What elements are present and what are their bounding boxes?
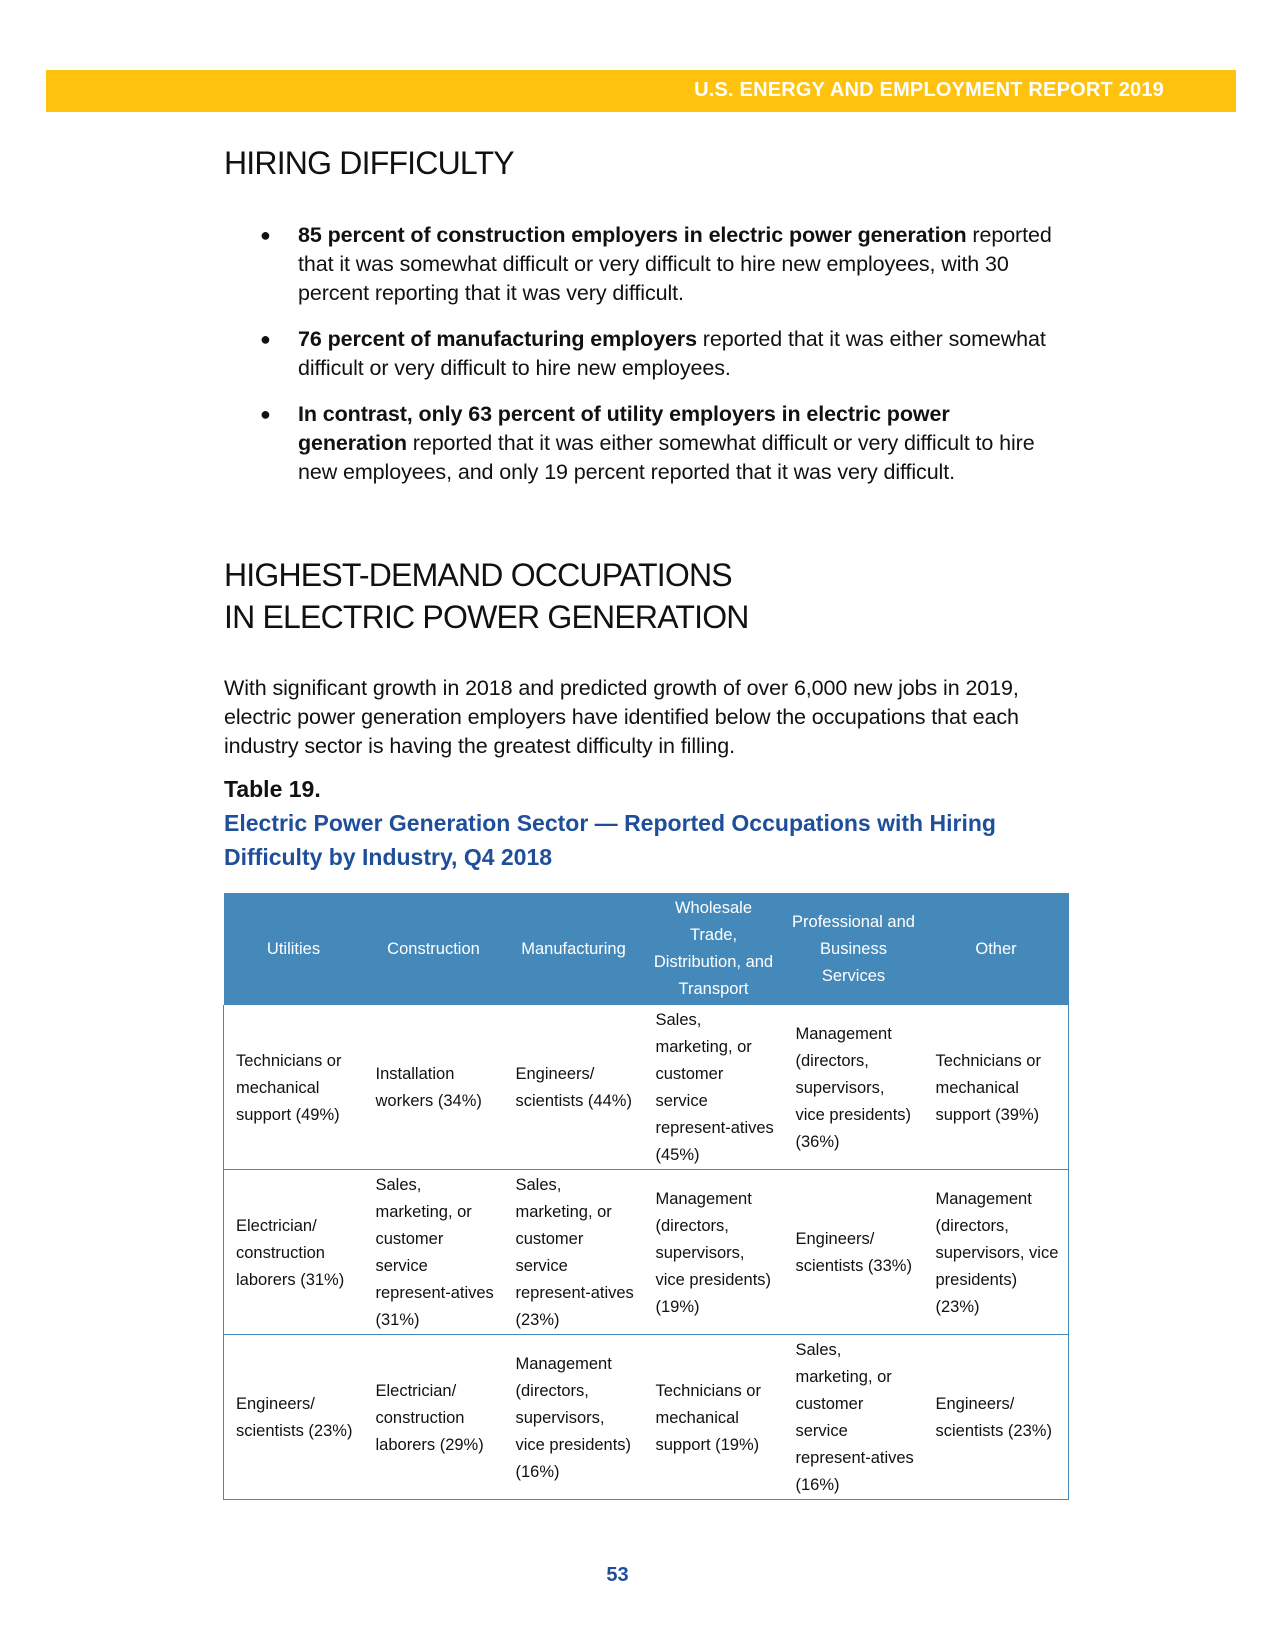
table-cell: Technicians or mechanical support (39%) (924, 1005, 1069, 1170)
bullet-icon: ● (260, 225, 271, 245)
column-header-utilities: Utilities (224, 893, 364, 1005)
table-cell: Technicians or mechanical support (49%) (224, 1005, 364, 1170)
hiring-difficulty-list (258, 221, 1058, 504)
table-cell: Electrician/ construction laborers (29%) (364, 1335, 504, 1500)
report-title: U.S. ENERGY AND EMPLOYMENT REPORT 2019 (694, 79, 1164, 101)
table-row (224, 1005, 1069, 1170)
bullet-text: reported that it was either somewhat difficult or very difficult to hire new employees, and only 19 percent reported that it was very difficult. (298, 431, 1035, 484)
bullet-icon: ● (260, 329, 271, 349)
table-cell: Electrician/ construction laborers (31%) (224, 1170, 364, 1335)
heading-line-2: IN ELECTRIC POWER GENERATION (224, 599, 749, 635)
bullet-bold-text: 76 percent of manufacturing employers (298, 327, 697, 351)
bullet-bold-text: 85 percent of construction employers in electric power generation (298, 223, 967, 247)
table-cell: Sales, marketing, or customer service represent-atives (45%) (644, 1005, 784, 1170)
table-row (224, 1335, 1069, 1500)
bullet-text: reported that it was somewhat difficult or very difficult to hire new employees, with 30 percent reporting that it was very difficult. (298, 223, 1052, 305)
list-item (258, 400, 1058, 487)
table-cell: Management (directors, supervisors, vice presidents) (36%) (784, 1005, 924, 1170)
table-cell: Sales, marketing, or customer service represent-atives (23%) (504, 1170, 644, 1335)
table-cell: Management (directors, supervisors, vice presidents) (19%) (644, 1170, 784, 1335)
table-cell: Sales, marketing, or customer service represent-atives (31%) (364, 1170, 504, 1335)
section-heading-hiring-difficulty: HIRING DIFFICULTY (224, 145, 514, 181)
column-header-wholesale: Wholesale Trade, Distribution, and Transport (644, 893, 784, 1005)
table-cell: Sales, marketing, or customer service represent-atives (16%) (784, 1335, 924, 1500)
page-number: 53 (606, 1564, 629, 1586)
table-header-row (224, 893, 1069, 1005)
list-item (258, 221, 1058, 308)
bullet-bold-text: In contrast, only 63 percent of utility employers in electric power generation (298, 402, 950, 455)
heading-line-1: HIGHEST-DEMAND OCCUPATIONS (224, 557, 732, 593)
column-header-other: Other (924, 893, 1069, 1005)
table-cell: Technicians or mechanical support (19%) (644, 1335, 784, 1500)
section-heading-highest-demand (224, 554, 749, 638)
table-cell: Engineers/ scientists (23%) (924, 1335, 1069, 1500)
occupations-table (223, 893, 1069, 1500)
bullet-icon: ● (260, 404, 271, 424)
table-cell: Management (directors, supervisors, vice presidents) (23%) (924, 1170, 1069, 1335)
table-caption: Electric Power Generation Sector — Reported Occupations with Hiring Difficulty by Industry, Q4 2018 (224, 810, 996, 870)
table-cell: Engineers/ scientists (23%) (224, 1335, 364, 1500)
column-header-professional: Professional and Business Services (784, 893, 924, 1005)
table-label: Table 19. (224, 776, 321, 802)
bullet-text: reported that it was either somewhat difficult or very difficult to hire new employees. (298, 327, 1046, 380)
column-header-manufacturing: Manufacturing (504, 893, 644, 1005)
table-cell: Engineers/ scientists (44%) (504, 1005, 644, 1170)
list-item (258, 325, 1058, 383)
table-cell: Installation workers (34%) (364, 1005, 504, 1170)
table-cell: Management (directors, supervisors, vice presidents) (16%) (504, 1335, 644, 1500)
report-header-band (46, 70, 1236, 112)
table-cell: Engineers/ scientists (33%) (784, 1170, 924, 1335)
intro-paragraph: With significant growth in 2018 and predicted growth of over 6,000 new jobs in 2019, electric power generation employers have identified below the occupations that each industry sector is having the greatest difficulty in filling. (224, 676, 1019, 758)
table-row (224, 1170, 1069, 1335)
column-header-construction: Construction (364, 893, 504, 1005)
